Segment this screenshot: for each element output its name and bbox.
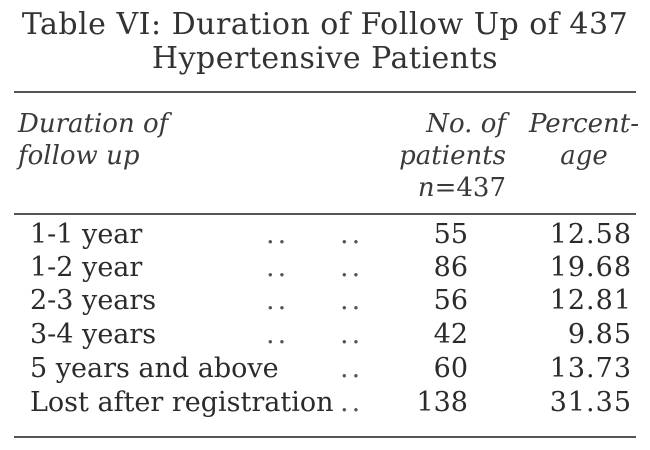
header-percentage-line-1: Percent-	[528, 109, 640, 139]
row-duration: 2-3 years	[30, 285, 157, 316]
leader-dots: ..	[266, 285, 290, 316]
row-percentage: 13.73	[549, 353, 632, 384]
leader-dots: ..	[266, 252, 290, 283]
row-patients: 42	[433, 319, 468, 350]
row-percentage: 19.68	[549, 252, 632, 283]
row-percentage: 12.81	[549, 285, 632, 316]
leader-dots: ..	[340, 219, 364, 250]
leader-dots: ..	[340, 353, 364, 384]
row-duration: 5 years and above	[30, 353, 279, 384]
leader-dots: ..	[266, 319, 290, 350]
header-patients-n: n	[417, 173, 435, 203]
table-row	[0, 284, 650, 318]
table-row	[0, 386, 650, 420]
row-duration: 3-4 years	[30, 319, 157, 350]
bottom-rule	[14, 436, 636, 438]
row-patients: 55	[433, 219, 468, 250]
row-patients: 56	[433, 285, 468, 316]
row-patients: 86	[433, 252, 468, 283]
row-patients: 138	[416, 387, 468, 418]
header-patients	[390, 108, 506, 204]
table-row	[0, 251, 650, 285]
row-duration: 1-1 year	[30, 219, 143, 250]
row-percentage: 9.85	[567, 319, 632, 350]
header-duration-line-1: Duration of	[18, 109, 169, 139]
header-duration	[18, 108, 168, 172]
table-row	[0, 352, 650, 386]
row-duration: 1-2 year	[30, 252, 143, 283]
table-row	[0, 218, 650, 252]
leader-dots: ..	[340, 252, 364, 283]
row-percentage: 12.58	[549, 219, 632, 250]
leader-dots: ..	[266, 219, 290, 250]
header-patients-line-2: patients	[399, 141, 506, 171]
header-percentage	[528, 108, 640, 172]
top-rule	[14, 91, 636, 93]
header-percentage-line-2: age	[560, 141, 608, 171]
table-title-line-2: Hypertensive Patients	[151, 41, 499, 76]
leader-dots: ..	[340, 285, 364, 316]
header-rule	[14, 213, 636, 215]
table-title-line-1: Table VI: Duration of Follow Up of 437	[21, 7, 629, 42]
header-duration-line-2: follow up	[18, 141, 140, 171]
row-patients: 60	[433, 353, 468, 384]
leader-dots: ..	[340, 319, 364, 350]
leader-dots: ..	[340, 387, 364, 418]
row-duration: Lost after registration	[30, 387, 334, 418]
row-percentage: 31.35	[549, 387, 632, 418]
header-patients-eq: =437	[434, 173, 506, 203]
table-row	[0, 318, 650, 352]
header-patients-total	[390, 172, 506, 204]
header-patients-line-1: No. of	[426, 109, 506, 139]
